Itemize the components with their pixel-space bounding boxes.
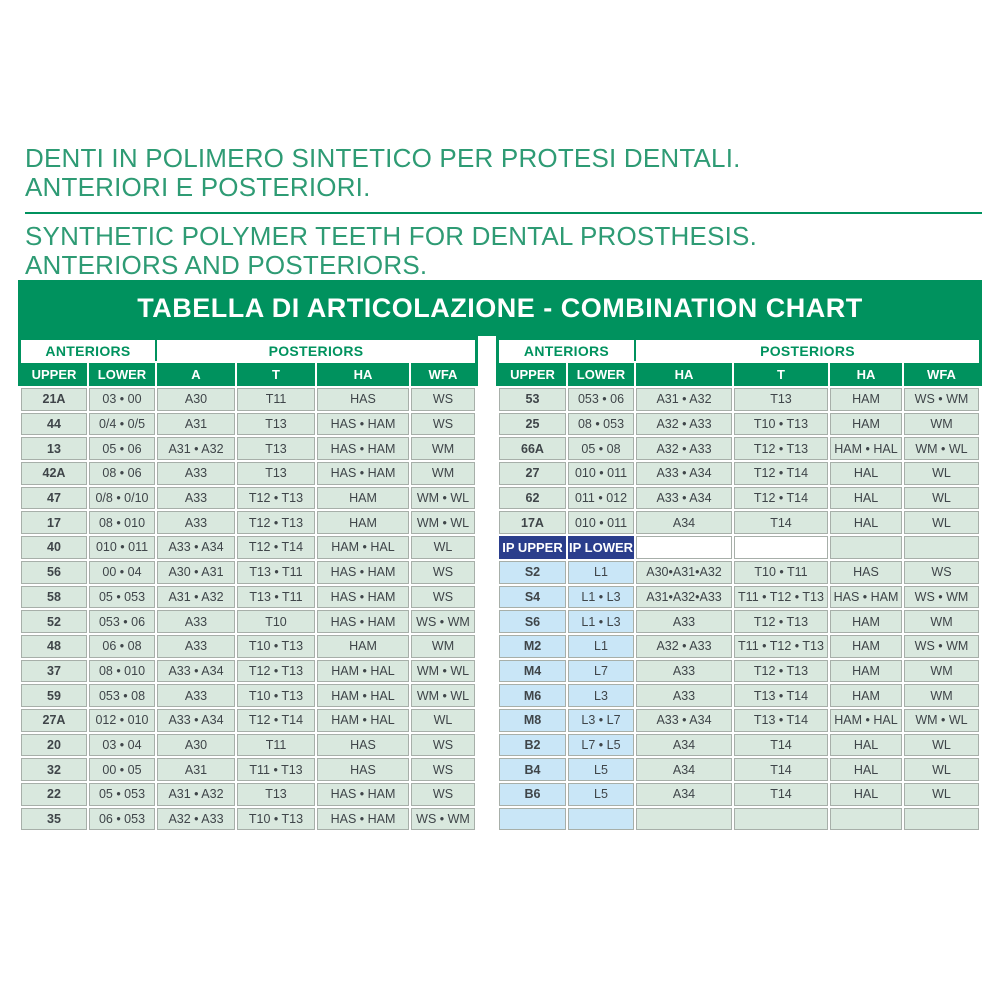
table-cell: L1 • L3 — [568, 610, 634, 633]
intro-heading-italian — [25, 144, 982, 202]
table-cell: HAL — [830, 487, 902, 510]
table-cell: WM • WL — [904, 709, 979, 732]
table-cell: T11 • T12 • T13 — [734, 635, 828, 658]
table-cell: L7 • L5 — [568, 734, 634, 757]
table-cell: A31 • A32 — [157, 783, 235, 806]
intro-heading-italian-line1: DENTI IN POLIMERO SINTETICO PER PROTESI DENTALI. — [25, 143, 741, 173]
table-row — [499, 610, 979, 633]
group-header-anteriors: ANTERIORS — [21, 340, 155, 361]
table-cell: L3 • L7 — [568, 709, 634, 732]
table-cell: HAM — [830, 684, 902, 707]
table-cell: HAS — [830, 561, 902, 584]
table-cell: 66A — [499, 437, 566, 460]
column-header: A — [157, 363, 235, 386]
group-header-anteriors: ANTERIORS — [499, 340, 634, 361]
chart-title: TABELLA DI ARTICOLAZIONE - COMBINATION CHART — [137, 292, 863, 323]
table-cell: WM • WL — [411, 684, 475, 707]
table-cell: HAM • HAL — [317, 660, 409, 683]
table-cell: 21A — [21, 388, 87, 411]
table-row — [21, 734, 475, 757]
table-cell: HAM — [830, 413, 902, 436]
intro-heading-english-line2: ANTERIORS AND POSTERIORS. — [25, 250, 428, 280]
table-cell: A33 — [157, 487, 235, 510]
table-cell: WS — [411, 388, 475, 411]
table-cell: 27A — [21, 709, 87, 732]
table-cell: WL — [904, 734, 979, 757]
table-cell: 05 • 08 — [568, 437, 634, 460]
intro-heading-english — [25, 222, 982, 280]
table-cell: L3 — [568, 684, 634, 707]
table-cell: L1 — [568, 635, 634, 658]
table-cell: A34 — [636, 783, 732, 806]
table-row — [499, 660, 979, 683]
table-cell: HAS • HAM — [317, 437, 409, 460]
table-cell: 06 • 08 — [89, 635, 155, 658]
table-cell: 010 • 011 — [568, 462, 634, 485]
column-header: UPPER — [21, 363, 87, 386]
group-header-posteriors: POSTERIORS — [636, 340, 979, 361]
table-cell: 012 • 010 — [89, 709, 155, 732]
table-cell: T10 • T13 — [237, 684, 315, 707]
table-cell: HAL — [830, 758, 902, 781]
empty-cell — [904, 536, 979, 559]
table-row — [499, 758, 979, 781]
table-cell: 56 — [21, 561, 87, 584]
table-cell: T13 — [237, 413, 315, 436]
table-row — [499, 561, 979, 584]
table-cell: WL — [904, 487, 979, 510]
table-cell: B6 — [499, 783, 566, 806]
table-cell: HAM — [317, 487, 409, 510]
table-cell: T12 • T13 — [734, 437, 828, 460]
left-colheads — [21, 361, 475, 386]
table-cell: HAM • HAL — [830, 709, 902, 732]
empty-table-row — [499, 808, 979, 831]
empty-cell — [830, 536, 902, 559]
table-cell: 08 • 010 — [89, 511, 155, 534]
empty-cell — [734, 808, 828, 831]
chart-title-bar — [18, 280, 982, 336]
table-cell: 00 • 05 — [89, 758, 155, 781]
left-group-header-row — [21, 340, 475, 361]
table-cell: A33 — [157, 610, 235, 633]
table-cell: WM — [411, 635, 475, 658]
tables-container — [18, 336, 982, 833]
table-cell: WS • WM — [411, 610, 475, 633]
table-cell: 27 — [499, 462, 566, 485]
table-cell: T12 • T13 — [237, 487, 315, 510]
table-cell: 44 — [21, 413, 87, 436]
table-cell: HAS — [317, 388, 409, 411]
table-cell: HAS — [317, 758, 409, 781]
table-cell: HAM • HAL — [317, 684, 409, 707]
left-table-body — [18, 388, 478, 833]
table-cell: A33 • A34 — [157, 536, 235, 559]
table-cell: 17 — [21, 511, 87, 534]
intro-section — [25, 144, 982, 280]
table-cell: WL — [904, 783, 979, 806]
table-cell: 053 • 06 — [568, 388, 634, 411]
table-cell: 0/4 • 0/5 — [89, 413, 155, 436]
combination-chart — [18, 280, 982, 833]
table-cell: WL — [904, 758, 979, 781]
table-cell: WM — [904, 660, 979, 683]
table-row — [499, 783, 979, 806]
table-cell: 37 — [21, 660, 87, 683]
table-row — [499, 684, 979, 707]
table-cell: A33 • A34 — [636, 462, 732, 485]
table-cell: T14 — [734, 758, 828, 781]
table-cell: T13 — [734, 388, 828, 411]
table-cell: A30 — [157, 388, 235, 411]
table-cell: WS — [411, 561, 475, 584]
table-cell: M6 — [499, 684, 566, 707]
table-cell: WS • WM — [904, 388, 979, 411]
table-cell: WM • WL — [904, 437, 979, 460]
left-table-header — [18, 336, 478, 386]
column-header: HA — [636, 363, 732, 386]
column-header: LOWER — [568, 363, 634, 386]
table-cell: L7 — [568, 660, 634, 683]
table-row — [499, 511, 979, 534]
table-cell: A34 — [636, 758, 732, 781]
table-row — [21, 660, 475, 683]
table-cell: A33 • A34 — [157, 709, 235, 732]
table-cell: HAM — [830, 660, 902, 683]
intro-heading-english-line1: SYNTHETIC POLYMER TEETH FOR DENTAL PROSTHESIS. — [25, 221, 758, 251]
table-cell: 13 — [21, 437, 87, 460]
group-header-posteriors: POSTERIORS — [157, 340, 475, 361]
table-cell: T10 • T13 — [237, 635, 315, 658]
table-cell: 010 • 011 — [89, 536, 155, 559]
table-cell: A30 • A31 — [157, 561, 235, 584]
table-cell: A31•A32•A33 — [636, 586, 732, 609]
table-cell: WM — [411, 462, 475, 485]
table-cell: 03 • 04 — [89, 734, 155, 757]
table-cell: T14 — [734, 783, 828, 806]
table-cell: HAL — [830, 462, 902, 485]
empty-cell — [830, 808, 902, 831]
table-cell: A30•A31•A32 — [636, 561, 732, 584]
table-cell: T12 • T14 — [734, 462, 828, 485]
column-header: HA — [317, 363, 409, 386]
table-cell: T12 • T13 — [237, 660, 315, 683]
table-cell: WM — [904, 684, 979, 707]
table-cell: A33 • A34 — [157, 660, 235, 683]
table-cell: WS — [904, 561, 979, 584]
table-cell: 03 • 00 — [89, 388, 155, 411]
table-cell: A34 — [636, 511, 732, 534]
table-cell: A33 — [157, 511, 235, 534]
intro-heading-italian-line2: ANTERIORI E POSTERIORI. — [25, 172, 371, 202]
empty-cell — [636, 536, 732, 559]
table-row — [499, 586, 979, 609]
right-colheads — [499, 361, 979, 386]
table-cell: 35 — [21, 808, 87, 831]
table-cell: T10 • T13 — [237, 808, 315, 831]
table-cell: 22 — [21, 783, 87, 806]
table-cell: 05 • 053 — [89, 586, 155, 609]
right-table — [496, 336, 982, 833]
table-cell: HAS • HAM — [317, 783, 409, 806]
table-cell: L5 — [568, 783, 634, 806]
table-cell: 06 • 053 — [89, 808, 155, 831]
table-cell: 17A — [499, 511, 566, 534]
table-cell: WL — [904, 462, 979, 485]
column-header: LOWER — [89, 363, 155, 386]
ip-lower-header: IP LOWER — [568, 536, 634, 559]
table-row — [21, 684, 475, 707]
column-header: WFA — [904, 363, 979, 386]
table-cell: WS • WM — [904, 586, 979, 609]
table-cell: L1 — [568, 561, 634, 584]
table-cell: 010 • 011 — [568, 511, 634, 534]
table-cell: 53 — [499, 388, 566, 411]
table-cell: T12 • T13 — [734, 610, 828, 633]
table-cell: HAM — [830, 635, 902, 658]
ip-header-row — [499, 536, 979, 559]
table-cell: WM — [904, 610, 979, 633]
table-row — [499, 709, 979, 732]
table-row — [21, 586, 475, 609]
table-cell: 58 — [21, 586, 87, 609]
table-cell: T12 • T14 — [237, 709, 315, 732]
table-row — [21, 487, 475, 510]
table-row — [499, 487, 979, 510]
table-row — [499, 437, 979, 460]
table-cell: 20 — [21, 734, 87, 757]
table-cell: WS • WM — [904, 635, 979, 658]
table-cell: 08 • 053 — [568, 413, 634, 436]
table-cell: T14 — [734, 734, 828, 757]
table-cell: B4 — [499, 758, 566, 781]
table-cell: M4 — [499, 660, 566, 683]
table-row — [499, 734, 979, 757]
table-cell: T10 — [237, 610, 315, 633]
table-cell: 00 • 04 — [89, 561, 155, 584]
table-cell: HAS • HAM — [317, 808, 409, 831]
table-cell: A33 — [636, 610, 732, 633]
table-cell: HAL — [830, 734, 902, 757]
table-cell: WM — [904, 413, 979, 436]
empty-cell — [636, 808, 732, 831]
table-cell: 47 — [21, 487, 87, 510]
divider-line — [25, 212, 982, 214]
right-table-body — [496, 388, 982, 833]
table-cell: HAM • HAL — [317, 709, 409, 732]
left-table — [18, 336, 478, 833]
table-cell: T13 • T11 — [237, 586, 315, 609]
table-cell: HAM — [317, 635, 409, 658]
empty-cell — [904, 808, 979, 831]
table-row — [21, 462, 475, 485]
table-row — [21, 561, 475, 584]
table-cell: S2 — [499, 561, 566, 584]
table-row — [21, 536, 475, 559]
table-cell: 0/8 • 0/10 — [89, 487, 155, 510]
table-cell: HAS — [317, 734, 409, 757]
empty-cell — [734, 536, 828, 559]
table-cell: WS — [411, 413, 475, 436]
table-cell: 40 — [21, 536, 87, 559]
table-cell: HAM — [830, 610, 902, 633]
table-cell: T11 — [237, 388, 315, 411]
table-cell: L5 — [568, 758, 634, 781]
table-cell: WM • WL — [411, 660, 475, 683]
table-cell: WM • WL — [411, 511, 475, 534]
table-cell: A33 — [636, 660, 732, 683]
table-cell: A33 — [157, 462, 235, 485]
table-cell: A33 • A34 — [636, 487, 732, 510]
table-cell: T14 — [734, 511, 828, 534]
table-cell: WS — [411, 758, 475, 781]
table-cell: HAL — [830, 511, 902, 534]
table-cell: T11 — [237, 734, 315, 757]
table-cell: 25 — [499, 413, 566, 436]
ip-upper-header: IP UPPER — [499, 536, 566, 559]
column-header: T — [237, 363, 315, 386]
table-cell: A30 — [157, 734, 235, 757]
table-cell: HAS • HAM — [317, 561, 409, 584]
table-cell: A33 • A34 — [636, 709, 732, 732]
empty-cell — [568, 808, 634, 831]
table-row — [21, 413, 475, 436]
table-row — [21, 635, 475, 658]
table-row — [21, 388, 475, 411]
table-cell: A31 • A32 — [636, 388, 732, 411]
table-cell: WM — [411, 437, 475, 460]
table-cell: HAM — [317, 511, 409, 534]
empty-cell — [499, 808, 566, 831]
table-cell: HAS • HAM — [317, 462, 409, 485]
table-cell: L1 • L3 — [568, 586, 634, 609]
table-row — [499, 462, 979, 485]
table-cell: WS — [411, 734, 475, 757]
table-cell: T11 • T12 • T13 — [734, 586, 828, 609]
column-header: T — [734, 363, 828, 386]
table-cell: A32 • A33 — [157, 808, 235, 831]
table-cell: T13 — [237, 437, 315, 460]
table-cell: WS • WM — [411, 808, 475, 831]
table-cell: 52 — [21, 610, 87, 633]
table-cell: 42A — [21, 462, 87, 485]
table-cell: WL — [411, 536, 475, 559]
table-cell: T13 • T11 — [237, 561, 315, 584]
table-cell: 05 • 053 — [89, 783, 155, 806]
table-cell: HAS • HAM — [830, 586, 902, 609]
table-cell: A32 • A33 — [636, 437, 732, 460]
table-cell: T10 • T11 — [734, 561, 828, 584]
table-cell: T10 • T13 — [734, 413, 828, 436]
table-row — [21, 709, 475, 732]
table-cell: T13 • T14 — [734, 684, 828, 707]
table-row — [499, 388, 979, 411]
table-cell: A34 — [636, 734, 732, 757]
right-table-header — [496, 336, 982, 386]
table-cell: WL — [904, 511, 979, 534]
table-cell: T12 • T13 — [237, 511, 315, 534]
table-cell: T11 • T13 — [237, 758, 315, 781]
table-cell: M2 — [499, 635, 566, 658]
table-cell: T12 • T14 — [237, 536, 315, 559]
table-cell: WL — [411, 709, 475, 732]
table-cell: B2 — [499, 734, 566, 757]
table-cell: HAM • HAL — [830, 437, 902, 460]
table-row — [21, 610, 475, 633]
table-cell: 62 — [499, 487, 566, 510]
table-row — [21, 511, 475, 534]
column-header: WFA — [411, 363, 475, 386]
table-cell: A33 — [157, 684, 235, 707]
table-cell: 053 • 08 — [89, 684, 155, 707]
table-cell: 48 — [21, 635, 87, 658]
table-cell: 08 • 010 — [89, 660, 155, 683]
table-cell: T13 — [237, 462, 315, 485]
table-cell: A33 — [157, 635, 235, 658]
table-cell: T13 — [237, 783, 315, 806]
table-cell: S4 — [499, 586, 566, 609]
table-row — [21, 783, 475, 806]
table-cell: HAL — [830, 783, 902, 806]
table-cell: WM • WL — [411, 487, 475, 510]
table-row — [21, 758, 475, 781]
right-group-header-row — [499, 340, 979, 361]
table-cell: T13 • T14 — [734, 709, 828, 732]
table-cell: HAM • HAL — [317, 536, 409, 559]
table-cell: HAS • HAM — [317, 610, 409, 633]
table-cell: HAM — [830, 388, 902, 411]
table-cell: M8 — [499, 709, 566, 732]
table-cell: T12 • T14 — [734, 487, 828, 510]
table-cell: A33 — [636, 684, 732, 707]
table-cell: 08 • 06 — [89, 462, 155, 485]
table-cell: A32 • A33 — [636, 413, 732, 436]
column-header: UPPER — [499, 363, 566, 386]
table-row — [499, 413, 979, 436]
table-cell: A31 • A32 — [157, 437, 235, 460]
table-cell: WS — [411, 586, 475, 609]
table-row — [21, 808, 475, 831]
table-cell: 011 • 012 — [568, 487, 634, 510]
table-cell: A32 • A33 — [636, 635, 732, 658]
table-cell: 32 — [21, 758, 87, 781]
table-cell: WS — [411, 783, 475, 806]
column-header: HA — [830, 363, 902, 386]
table-cell: HAS • HAM — [317, 413, 409, 436]
table-row — [499, 635, 979, 658]
table-cell: HAS • HAM — [317, 586, 409, 609]
table-cell: S6 — [499, 610, 566, 633]
table-row — [21, 437, 475, 460]
table-cell: 59 — [21, 684, 87, 707]
table-cell: 053 • 06 — [89, 610, 155, 633]
table-cell: 05 • 06 — [89, 437, 155, 460]
table-cell: A31 — [157, 758, 235, 781]
table-cell: A31 • A32 — [157, 586, 235, 609]
table-cell: A31 — [157, 413, 235, 436]
table-cell: T12 • T13 — [734, 660, 828, 683]
